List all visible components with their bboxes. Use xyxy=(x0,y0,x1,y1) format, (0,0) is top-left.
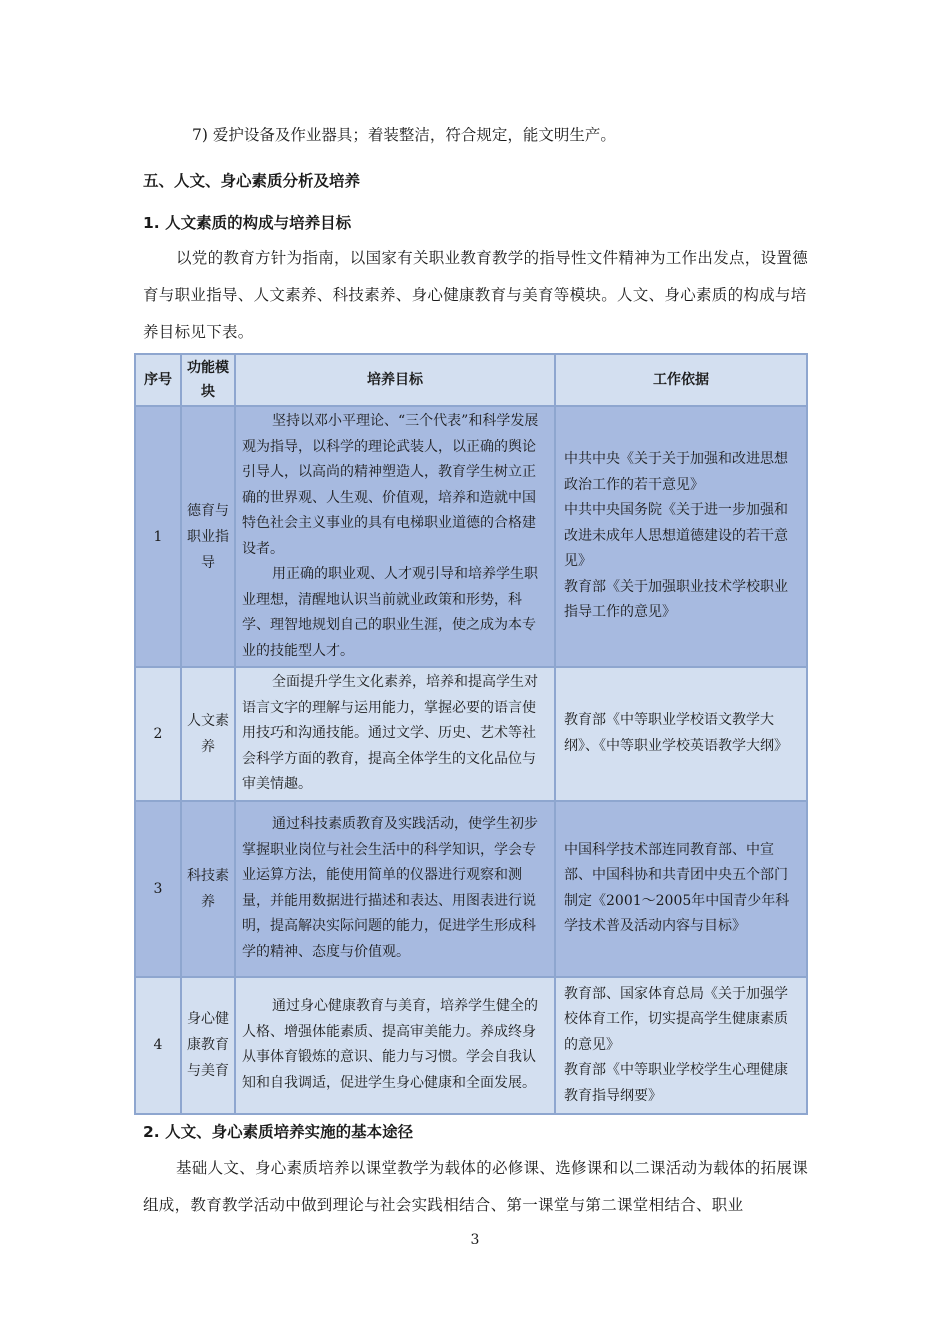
goal-paragraph: 通过科技素质教育及实践活动，使学生初步掌握职业岗位与社会生活中的科学知识，学会专业运算方法，能使用简单的仪器进行观察和测量，并能用数据进行描述和表达、用图表进行说明，提高解决实际问题的能力，促进学生形成科学的精神、态度与价值观。 xyxy=(242,816,538,960)
body-paragraph: 基础人文、身心素质培养以课堂教学为载体的必修课、选修课和以二课活动为载体的拓展课组成，教育教学活动中做到理论与社会实践相结合、第一课堂与第二课堂相结合、职业 xyxy=(143,1159,809,1214)
subsection-title: 人文、身心素质培养实施的基本途径 xyxy=(159,1122,414,1141)
basis-line: 教育部、国家体育总局《关于加强学校体育工作，切实提高学生健康素质的意见》 xyxy=(564,985,788,1053)
table-row xyxy=(135,801,807,977)
row-basis xyxy=(555,406,807,667)
row-index: 1 xyxy=(135,406,181,667)
row-goal xyxy=(235,801,555,977)
basis-line: 中共中央《关于关于加强和改进思想政治工作的若干意见》 xyxy=(564,451,788,493)
subsection-number: 1. xyxy=(143,214,160,232)
intro-paragraph: 以党的教育方针为指南，以国家有关职业教育教学的指导性文件精神为工作出发点，设置德育与职业指导、人文素养、科技素养、身心健康教育与美育等模块。人文、身心素质的构成与培养目标见下表。 xyxy=(143,249,809,341)
row-goal xyxy=(235,977,555,1115)
goal-paragraph: 全面提升学生文化素养，培养和提高学生对语言文字的理解与运用能力，掌握必要的语言使用技巧和沟通技能。通过文学、历史、艺术等社会科学方面的教育，提高全体学生的文化品位与审美情趣。 xyxy=(242,674,538,792)
basis-line: 中共中央国务院《关于进一步加强和改进未成年人思想道德建设的若干意见》 xyxy=(564,502,788,570)
header-module: 功能模块 xyxy=(181,354,235,406)
header-index: 序号 xyxy=(135,354,181,406)
section-heading: 五、人文、身心素质分析及培养 xyxy=(143,171,361,190)
subsection-number: 2. xyxy=(143,1123,160,1141)
row-module: 身心健康教育与美育 xyxy=(181,977,235,1115)
table-header-row xyxy=(135,354,807,406)
row-index: 4 xyxy=(135,977,181,1115)
subsection-heading-1 xyxy=(143,208,351,238)
quality-table xyxy=(134,353,808,1115)
basis-line: 教育部《中等职业学校学生心理健康教育指导纲要》 xyxy=(564,1062,788,1104)
goal-paragraph: 通过身心健康教育与美育，培养学生健全的人格、增强体能素质、提高审美能力。养成终身从事体育锻炼的意识、能力与习惯。学会自我认知和自我调适，促进学生身心健康和全面发展。 xyxy=(242,998,538,1091)
basis-line: 教育部《关于加强职业技术学校职业指导工作的意见》 xyxy=(564,578,788,621)
row-basis xyxy=(555,977,807,1115)
row-module: 人文素养 xyxy=(181,667,235,801)
table-row xyxy=(135,406,807,667)
basis-line: 中国科学技术部连同教育部、中宣部、中国科协和共青团中央五个部门制定《2001～2005年中国青少年科学技术普及活动内容与目标》 xyxy=(564,841,790,934)
row-basis xyxy=(555,801,807,977)
row-basis xyxy=(555,667,807,801)
row-goal xyxy=(235,667,555,801)
row-module: 德育与职业指导 xyxy=(181,406,235,667)
subsection-heading-2 xyxy=(143,1117,413,1147)
header-goal: 培养目标 xyxy=(235,354,555,406)
row-module: 科技素养 xyxy=(181,801,235,977)
goal-paragraph: 坚持以邓小平理论、“三个代表”和科学发展观为指导，以科学的理论武装人，以正确的舆论引导人，以高尚的精神塑造人，教育学生树立正确的世界观、人生观、价值观，培养和造就中国特色社会主义事业的具有电梯职业道德的合格建设者。 xyxy=(242,413,539,557)
row-index: 3 xyxy=(135,801,181,977)
table-row xyxy=(135,667,807,801)
row-index: 2 xyxy=(135,667,181,801)
row-goal xyxy=(235,406,555,667)
list-item-7: 7) 爱护设备及作业器具；着装整洁，符合规定，能文明生产。 xyxy=(192,126,616,144)
page-number: 3 xyxy=(470,1232,480,1248)
header-basis: 工作依据 xyxy=(555,354,807,406)
table-row xyxy=(135,977,807,1115)
subsection-title: 人文素质的构成与培养目标 xyxy=(159,213,352,232)
goal-paragraph: 用正确的职业观、人才观引导和培养学生职业理想，清醒地认识当前就业政策和形势，科学、理智地规划自己的职业生涯，使之成为本专业的技能型人才。 xyxy=(242,566,538,659)
basis-line: 教育部《中等职业学校语文教学大纲》、《中等职业学校英语教学大纲》 xyxy=(564,712,788,754)
